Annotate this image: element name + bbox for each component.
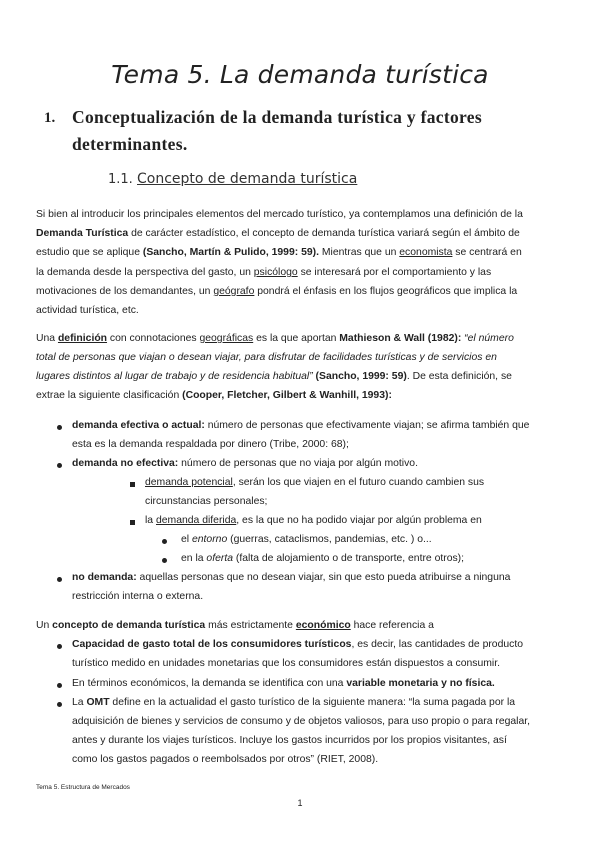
- page-number: 1: [297, 798, 303, 808]
- bullet-icon: [57, 644, 62, 649]
- bullet-icon: [57, 463, 62, 468]
- bullet-icon: [57, 683, 62, 688]
- paragraph-3: Un concepto de demanda turística más estrictamente económico hace referencia a: [36, 620, 434, 631]
- subsection-number: 1.1.: [108, 172, 133, 187]
- bullet-icon: [57, 577, 62, 582]
- footer-text: Tema 5. Estructura de Mercados: [36, 784, 130, 791]
- bullet-icon: [57, 425, 62, 430]
- section-number: 1.: [44, 110, 56, 126]
- bullet-icon: [57, 702, 62, 707]
- subsection-heading: Concepto de demanda turística: [137, 171, 358, 187]
- page-title: Tema 5. La demanda turística: [111, 60, 489, 89]
- bullet-icon: [162, 558, 167, 563]
- square-bullet-icon: [130, 482, 135, 487]
- bullet-icon: [162, 539, 167, 544]
- section-heading: Conceptualización de la demanda turística y factores determinantes.: [72, 107, 482, 154]
- square-bullet-icon: [130, 520, 135, 525]
